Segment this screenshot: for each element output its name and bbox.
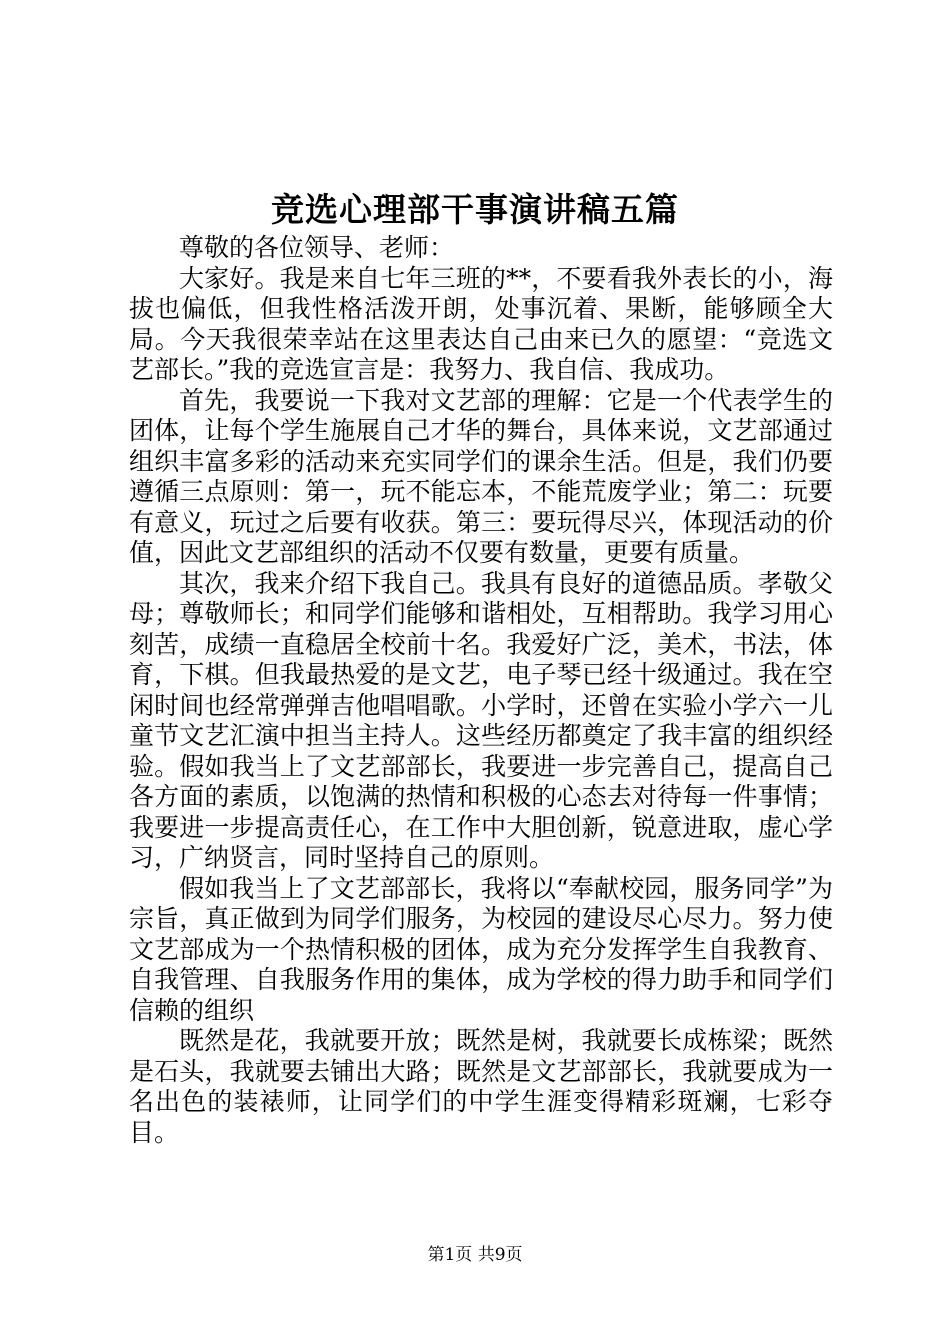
body-paragraph: 既然是花，我就要开放；既然是树，我就要长成栋梁；既然是石头，我就要去铺出大路；既然是文艺部部长，我就要成为一名出色的装裱师，让同学们的中学生涯变得精彩斑斓，七彩夺目。	[129, 1026, 833, 1147]
page-title: 竞选心理部干事演讲稿五篇	[271, 190, 679, 229]
body-paragraph: 大家好。我是来自七年三班的**，不要看我外表长的小，海拔也偏低，但我性格活泼开朗，处事沉着、果断，能够顾全大局。今天我很荣幸站在这里表达自己由来已久的愿望：“竞选文艺部长。”我的竞选宣言是：我努力、我自信、我成功。	[129, 263, 833, 384]
body-paragraph: 首先，我要说一下我对文艺部的理解：它是一个代表学生的团体，让每个学生施展自己才华的舞台，具体来说，文艺部通过组织丰富多彩的活动来充实同学们的课余生活。但是，我们仍要遵循三点原则：第一，玩不能忘本，不能荒废学业；第二：玩要有意义，玩过之后要有收获。第三：要玩得尽兴，体现活动的价值，因此文艺部组织的活动不仅要有数量，更要有质量。	[129, 385, 833, 567]
body-paragraph: 假如我当上了文艺部部长，我将以“奉献校园，服务同学”为宗旨，真正做到为同学们服务，为校园的建设尽心尽力。努力使文艺部成为一个热情积极的团体，成为充分发挥学生自我教育、自我管理、自我服务作用的集体，成为学校的得力助手和同学们信赖的组织	[129, 873, 833, 1025]
body-paragraph: 其次，我来介绍下我自己。我具有良好的道德品质。孝敬父母；尊敬师长；和同学们能够和谐相处，互相帮助。我学习用心刻苦，成绩一直稳居全校前十名。我爱好广泛，美术，书法，体育，下棋。但我最热爱的是文艺，电子琴已经十级通过。我在空闲时间也经常弹弹吉他唱唱歌。小学时，还曾在实验小学六一儿童节文艺汇演中担当主持人。这些经历都奠定了我丰富的组织经验。假如我当上了文艺部部长，我要进一步完善自己，提高自己各方面的素质，以饱满的热情和积极的心态去对待每一件事情；我要进一步提高责任心，在工作中大胆创新，锐意进取，虚心学习，广纳贤言，同时坚持自己的原则。	[129, 568, 833, 872]
salutation-paragraph: 尊敬的各位领导、老师：	[179, 233, 455, 262]
document-body	[129, 233, 833, 1148]
page-number-footer: 第1页 共9页	[427, 1245, 523, 1265]
